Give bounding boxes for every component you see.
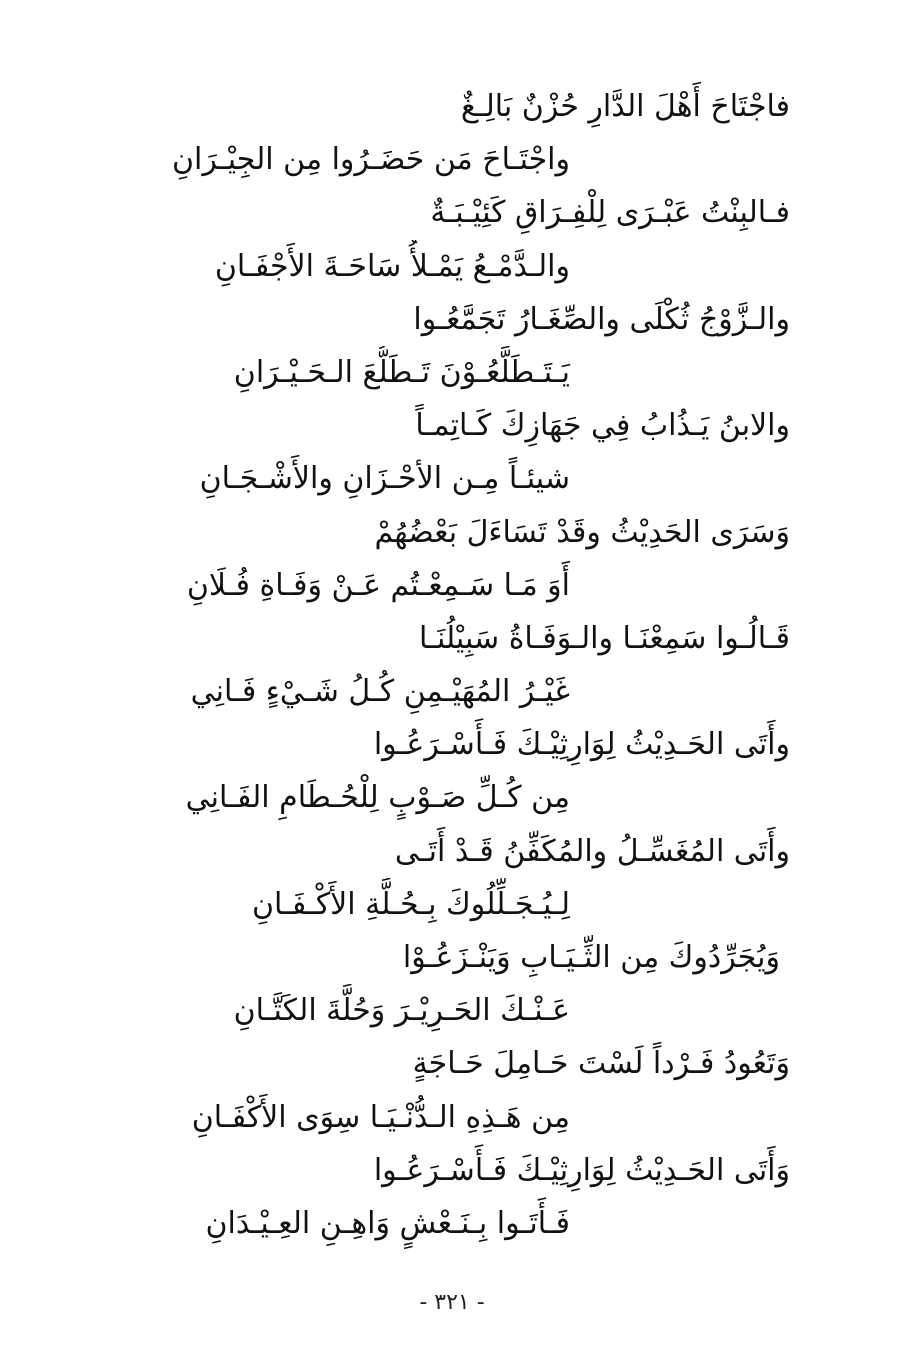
verse-line-13: وأَتَى الحَـدِيْثُ لِوَارِثِيْـكَ فَـأَسْـرَعُـوا	[373, 727, 790, 763]
verse-line-16: لِـيُـجَـلِّلُوكَ بِـحُـلَّةِ الأَكْـفَـانِ	[251, 886, 570, 922]
verse-line-3: فـالبِنْتُ عَبْـرَى لِلْفِـرَاقِ كَئِيْـبَـةٌ	[430, 195, 790, 231]
verse-line-17: وَيُجَرِّدُوكَ مِن الثِّـيَـابِ وَيَنْـزَعُـوْا	[402, 940, 780, 975]
verse-line-7: والابنُ يَـذُابُ فِي جَهَازِكَ كَـاتِمـاً	[415, 408, 790, 444]
verse-line-1: فاجْتَاحَ أَهْلَ الدَّارِ حُزْنٌ بَالِـغٌ	[460, 89, 790, 124]
verse-line-22: فَـأَتَـوا بِـنَـعْشٍ وَاهِـنِ العِـيْـدَانِ	[205, 1205, 570, 1241]
verse-line-19: وَتَعُودُ فَـرْداً لَسْتَ حَـامِلَ حَـاجَةٍ	[412, 1046, 790, 1082]
verse-line-9: وَسَرَى الحَدِيْثُ وقَدْ تَسَاءَلَ بَعْضُهُمْ	[374, 514, 790, 550]
verse-line-4: والـدَّمْـعُ يَمْـلأُ سَاحَـةَ الأَجْفَـانِ	[214, 248, 570, 284]
verse-line-12: غَيْـرُ المُهَيْـمِنِ كُـلُ شَـيْءٍ فَـانِي	[190, 674, 570, 710]
verse-line-5: والـزَّوْجُ ثُكْلَى والصِّغَـارُ تَجَمَّعُـوا	[413, 301, 790, 337]
verse-line-21: وَأَتَى الحَـدِيْثُ لِوَارِثِيْـكَ فَـأَسْـرَعُـوا	[373, 1152, 790, 1188]
verse-line-8: شيئـاً مِـن الأحْـزَانِ والأَشْـجَـانِ	[199, 461, 570, 497]
verse-line-18: عَـنْـكَ الحَـرِيْـرَ وَحُلَّةَ الكَتَّـانِ	[233, 993, 570, 1029]
page-number: - ٣٢١ -	[419, 1290, 485, 1315]
verse-line-2: واجْتَـاحَ مَن حَضَـرُوا مِن الجِيْـرَانِ	[172, 142, 570, 178]
verse-line-14: مِن كُـلِّ صَـوْبٍ لِلْحُـطَامِ الفَـانِي	[185, 780, 570, 816]
poem-body	[150, 80, 790, 1250]
verse-line-20: مِن هَـذِهِ الـدُّنْـيَـا سِوَى الأَكْفَـانِ	[191, 1099, 570, 1135]
verse-line-15: وأَتَى المُغَسِّـلُ والمُكَفِّنُ قَـدْ أَتَـى	[394, 833, 790, 869]
verse-line-6: يَـتَـطَلَّعُـوْنَ تَـطَلُّعَ الـحَـيْـرَانِ	[233, 354, 570, 390]
verse-line-10: أَوَ مَـا سَـمِعْـتُم عَـنْ وَفَـاةِ فُـلَانِ	[186, 567, 570, 603]
verse-line-11: قَـالُـوا سَمِعْنَـا والـوَفَـاةُ سَبِيْلُنَـا	[419, 620, 790, 656]
